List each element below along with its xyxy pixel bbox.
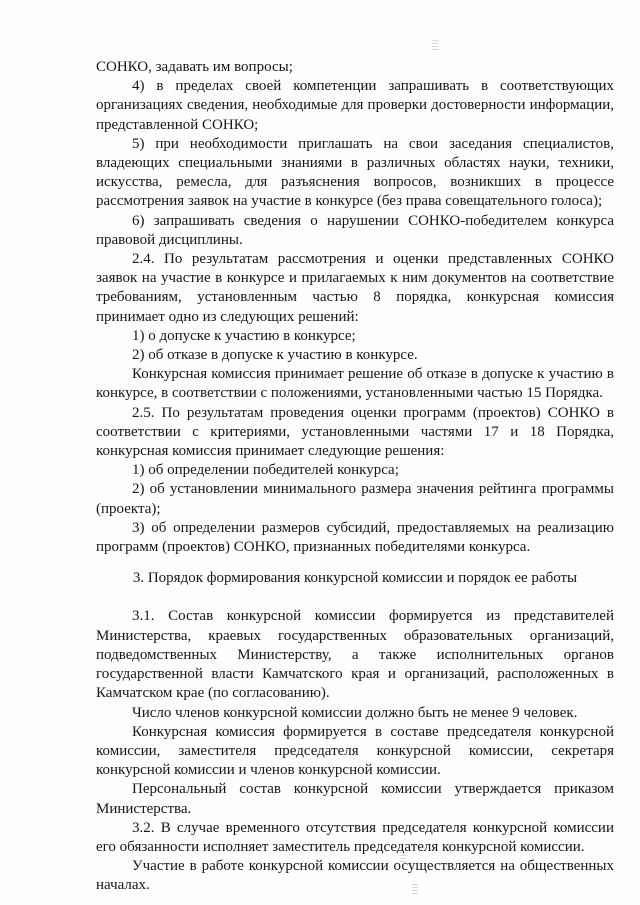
paragraph: 6) запрашивать сведения о нарушении СОНКО-победителем конкурса правовой дисциплины. <box>96 212 614 248</box>
paragraph: 2) об отказе в допуске к участию в конкурсе. <box>132 347 418 364</box>
paragraph: Число членов конкурсной комиссии должно быть не менее 9 человек. <box>132 704 578 721</box>
scan-artifact <box>432 40 438 52</box>
document-body <box>96 58 614 896</box>
paragraph: 2.5. По результатам проведения оценки программ (проектов) СОНКО в соответствии с критериями, установленными частями 17 и 18 Порядка, конкурсная комиссия принимает следующие решения: <box>96 404 614 460</box>
paragraph: 3.1. Состав конкурсной комиссии формируется из представителей Министерства, краевых государственных образовательных организаций, подведомственных Министерству, а также исполнительных органов государственной власти Камчатского края и организаций, расположенных в Камчатском крае (по согласованию). <box>96 608 614 702</box>
paragraph: 1) об определении победителей конкурса; <box>132 462 399 479</box>
paragraph: Участие в работе конкурсной комиссии осуществляется на общественных началах. <box>96 858 614 894</box>
paragraph: 2.4. По результатам рассмотрения и оценки представленных СОНКО заявок на участие в конкурсе и прилагаемых к ним документов на соответствие требованиям, установленным частью 8 порядка, конкурсная комиссия принимает одно из следующих решений: <box>96 251 614 325</box>
paragraph: 4) в пределах своей компетенции запрашивать в соответствующих организациях сведения, необходимые для проверки достоверности информации, представленной СОНКО; <box>96 78 614 133</box>
paragraph: 2) об установлении минимального размера значения рейтинга программы (проекта); <box>96 481 614 517</box>
paragraph: Конкурсная комиссия принимает решение об отказе в допуске к участию в конкурсе, в соответствии с положениями, установленными частью 15 Порядка. <box>96 366 614 402</box>
paragraph: 1) о допуске к участию в конкурсе; <box>132 327 356 344</box>
paragraph: 3) об определении размеров субсидий, предоставляемых на реализацию программ (проектов) СОНКО, признанных победителями конкурса. <box>96 519 614 556</box>
section-heading: 3. Порядок формирования конкурсной комиссии и порядок ее работы <box>132 570 578 587</box>
paragraph: 5) при необходимости приглашать на свои заседания специалистов, владеющих специальными знаниями в различных областях науки, техники, искусства, ремесла, для разъяснения вопросов, возникших в процессе рассмотрения заявок на участие в конкурсе (без права совещательного голоса); <box>96 135 614 210</box>
paragraph: 3.2. В случае временного отсутствия председателя конкурсной комиссии его обязанности исполняет заместитель председателя конкурсной комиссии. <box>96 819 614 855</box>
scan-artifact <box>412 884 418 896</box>
paragraph: Конкурсная комиссия формируется в составе председателя конкурсной комиссии, заместителя председателя конкурсной комиссии, секретаря конкурсной комиссии и членов конкурсной комиссии. <box>96 723 614 779</box>
paragraph: СОНКО, задавать им вопросы; <box>96 59 293 75</box>
scan-artifact <box>400 852 406 864</box>
paragraph: Персональный состав конкурсной комиссии утверждается приказом Министерства. <box>96 781 614 817</box>
